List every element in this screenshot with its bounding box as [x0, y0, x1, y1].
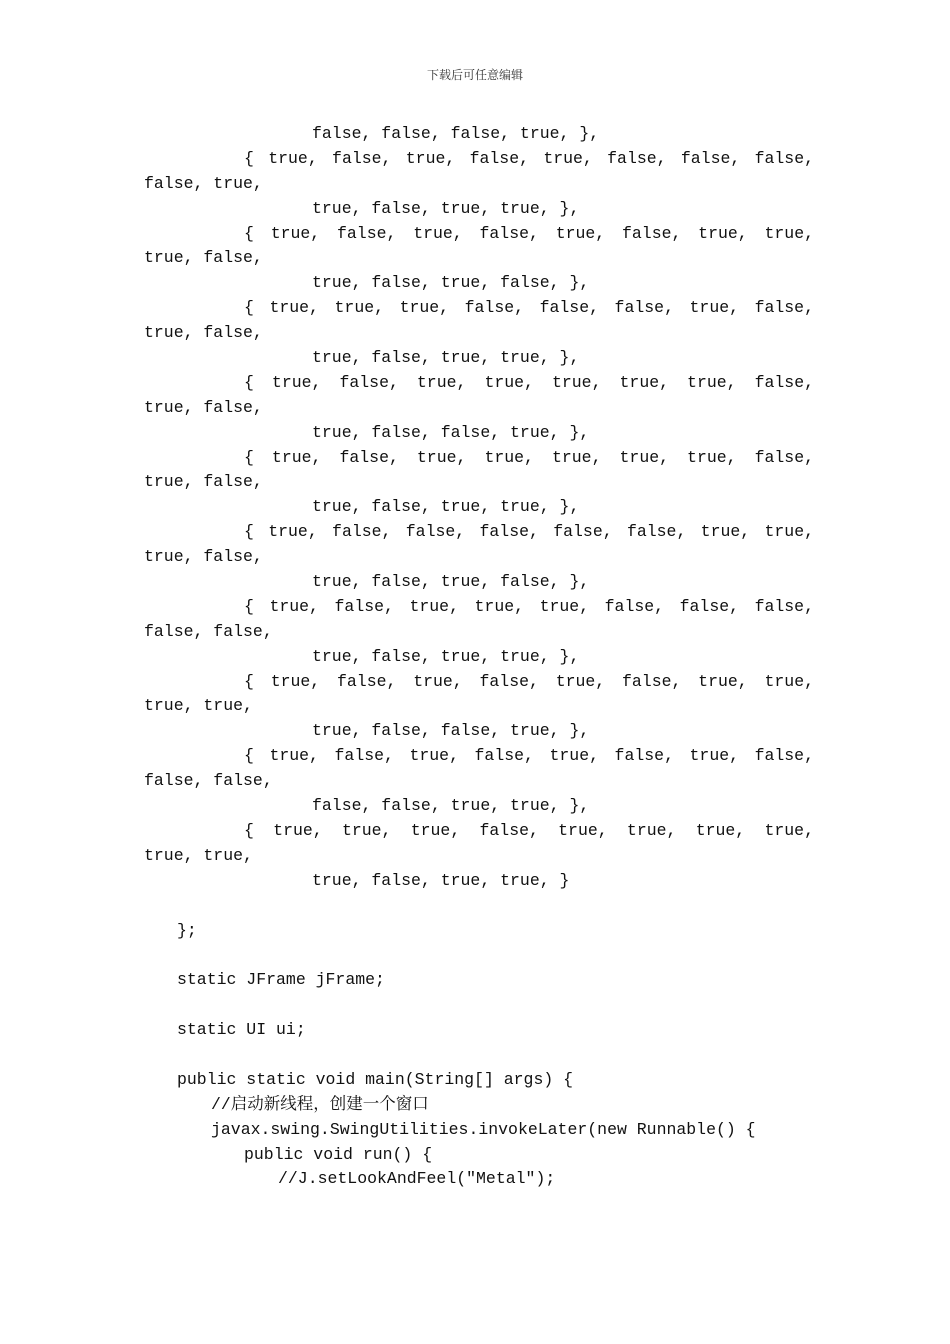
- blank-line: [144, 943, 814, 968]
- code-line: { true, false, true, false, true, false, true, true,: [244, 671, 814, 691]
- code-line: true, false, true, false, },: [312, 273, 590, 293]
- code-line: true, false,: [144, 323, 263, 343]
- code-line: { true, false, true, true, true, true, true, false,: [244, 372, 814, 392]
- code-line: { true, false, true, true, true, false, false, false,: [244, 596, 814, 616]
- code-line: true, false, true, true, },: [312, 497, 580, 517]
- code-line: false, false,: [144, 621, 273, 641]
- code-line: true, false, false, true, },: [312, 721, 590, 741]
- code-line: true, false, true, true, },: [312, 348, 580, 368]
- code-line: { true, false, true, true, true, true, true, false,: [244, 447, 814, 467]
- code-line: //J.setLookAndFeel("Metal");: [278, 1169, 556, 1189]
- code-line: public void run() {: [244, 1144, 433, 1164]
- code-line: true, false, false, true, },: [312, 422, 590, 442]
- code-line: true, false, true, true, },: [312, 198, 580, 218]
- code-line: { true, false, true, false, true, false, true, true,: [244, 223, 814, 243]
- code-line: { true, true, true, false, true, true, true, true,: [244, 820, 814, 840]
- code-line: { true, false, true, false, true, false, true, false,: [244, 746, 814, 766]
- code-line: { true, true, true, false, false, false, true, false,: [244, 298, 814, 318]
- code-line: true, false,: [144, 547, 263, 567]
- code-line: false, false, false, true, },: [312, 124, 600, 143]
- code-line: true, false, true, true, },: [312, 646, 580, 666]
- blank-line: [144, 993, 814, 1018]
- page-header: 下载后可任意编辑: [426, 68, 523, 82]
- code-line: false, false,: [144, 771, 273, 791]
- blank-line: [144, 1043, 814, 1068]
- code-line: public static void main(String[] args) {: [177, 1069, 574, 1089]
- code-line: static UI ui;: [177, 1020, 306, 1040]
- code-line: false, true,: [144, 173, 263, 193]
- code-line: true, false,: [144, 248, 263, 268]
- code-line: true, true,: [144, 845, 253, 865]
- code-block: [144, 122, 814, 1192]
- code-line: { true, false, true, false, true, false, false, false,: [244, 148, 814, 168]
- code-line: true, false,: [144, 472, 263, 492]
- code-line: javax.swing.SwingUtilities.invokeLater(new Runnable() {: [211, 1119, 756, 1139]
- code-line: { true, false, false, false, false, false, true, true,: [244, 522, 814, 542]
- code-line: true, false,: [144, 397, 263, 417]
- code-line: };: [177, 920, 197, 940]
- code-line: //启动新线程，创建一个窗口: [211, 1094, 429, 1114]
- code-line: true, false, true, true, }: [312, 870, 570, 890]
- blank-line: [144, 894, 814, 919]
- code-line: false, false, true, true, },: [312, 796, 590, 816]
- code-line: true, false, true, false, },: [312, 572, 590, 592]
- code-line: true, true,: [144, 696, 253, 716]
- code-line: static JFrame jFrame;: [177, 970, 385, 990]
